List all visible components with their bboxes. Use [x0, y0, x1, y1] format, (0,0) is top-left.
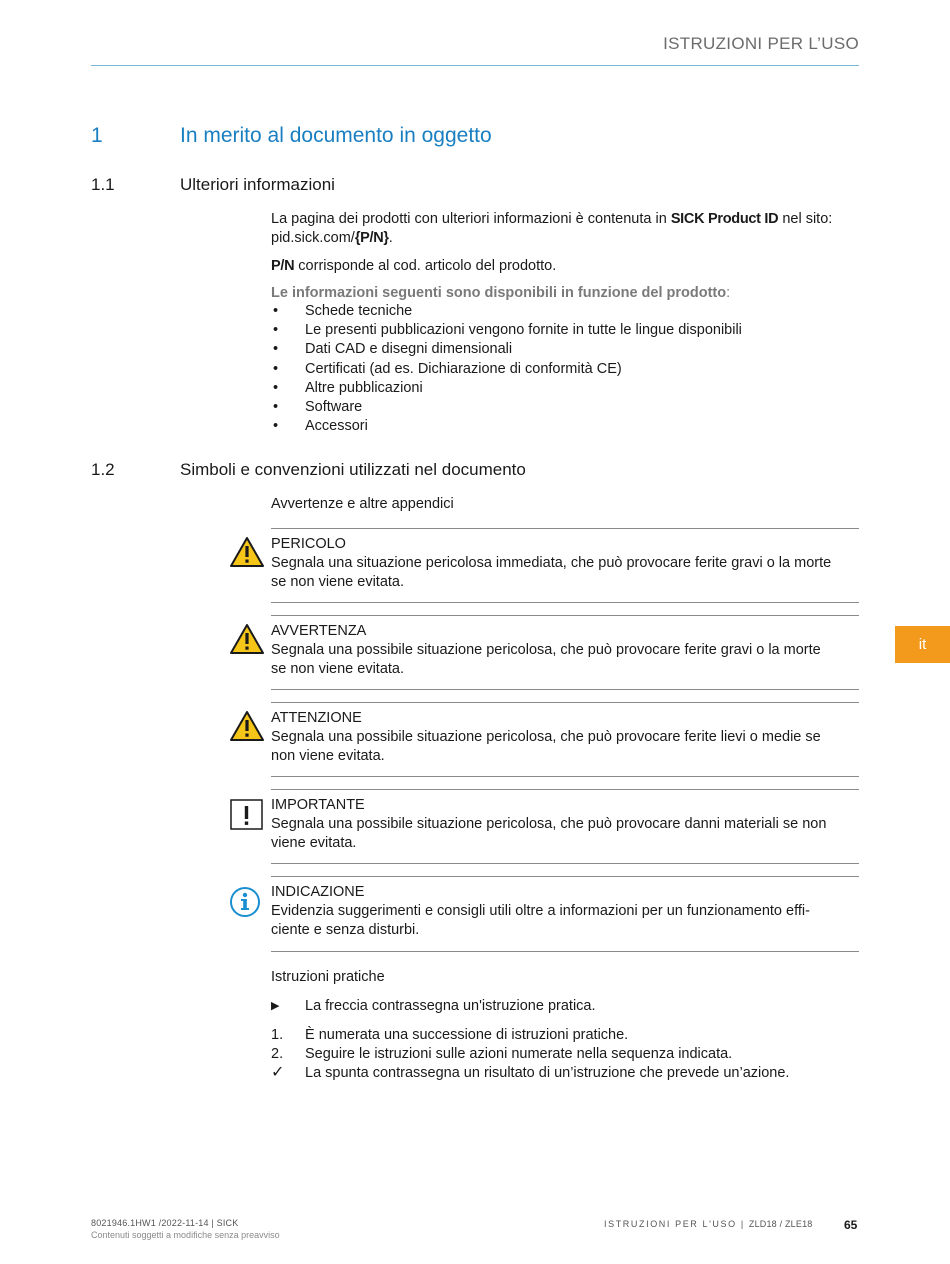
product-info-text-2: nel sito: [778, 211, 833, 227]
instruction-text: È numerata una successione di istruzioni pratiche. [305, 1027, 629, 1043]
warning-top-rule [271, 528, 859, 529]
warning-top-rule [271, 702, 859, 703]
list-item-text: Le presenti pubblicazioni vengono fornite in tutte le lingue disponibili [305, 322, 742, 339]
step-number: 2. [271, 1046, 284, 1062]
bullet-glyph: • [273, 379, 279, 396]
warning-bottom-rule [271, 951, 859, 952]
warning-note [271, 883, 861, 940]
checkmark-icon: ✓ [271, 1064, 285, 1081]
warning-bottom-rule [271, 689, 859, 690]
arrow-instruction [271, 997, 596, 1016]
bullet-glyph: • [273, 303, 279, 319]
footer-models: ZLD18 / ZLE18 [748, 1219, 813, 1229]
exclamation-box-icon [229, 798, 265, 830]
list-item-text: Schede tecniche [305, 303, 413, 319]
product-url-end: . [388, 230, 393, 246]
list-item-text: Software [305, 399, 363, 416]
product-url-text: pid.sick.com/ [271, 230, 355, 246]
bullet-glyph: • [273, 322, 279, 339]
instruction-row [271, 997, 596, 1016]
warning-text-line-1: Segnala una possibile situazione pericolosa, che può provocare ferite lievi o medie se [271, 729, 821, 745]
warning-caution [271, 622, 861, 679]
language-tab[interactable]: it [895, 626, 950, 663]
page-number: 65 [844, 1218, 858, 1232]
list-item-text: Dati CAD e disegni dimensionali [305, 341, 513, 358]
pn-paragraph [271, 257, 861, 276]
section-1-title: In merito al documento in oggetto [180, 124, 492, 147]
warning-title: PERICOLO [271, 536, 346, 552]
warning-text-line-1: Evidenzia suggerimenti e consigli utili oltre a informazioni per un funzionamento effi- [271, 903, 810, 919]
warnings-heading: Avvertenze e altre appendici [271, 496, 454, 512]
warning-bottom-rule [271, 863, 859, 864]
warning-text-line-1: Segnala una possibile situazione pericolosa, che può provocare danni materiali se non [271, 816, 827, 832]
warning-danger [271, 535, 861, 592]
instruction-text: La freccia contrassegna un'istruzione pratica. [305, 998, 596, 1014]
header-title: ISTRUZIONI PER L’USO [663, 34, 859, 53]
instruction-text: La spunta contrassegna un risultato di un’istruzione che prevede un’azione. [305, 1065, 790, 1081]
warning-text-line-2: se non viene evitata. [271, 661, 405, 677]
warning-text-line-2: non viene evitata. [271, 748, 385, 764]
list-item [271, 340, 742, 359]
bullet-glyph: • [273, 399, 279, 416]
list-intro [271, 284, 861, 303]
bullet-glyph: • [273, 360, 279, 377]
warning-triangle-icon [229, 536, 265, 568]
warning-title: IMPORTANTE [271, 797, 365, 813]
bullet-glyph: • [273, 341, 279, 358]
footer-document-type [604, 1219, 813, 1229]
warning-title: ATTENZIONE [271, 710, 362, 726]
list-item [271, 321, 742, 340]
warning-text-line-1: Segnala una possibile situazione pericolosa, che può provocare ferite gravi o la morte [271, 642, 821, 658]
warning-title: INDICAZIONE [271, 884, 365, 900]
warning-top-rule [271, 789, 859, 790]
bullet-glyph: • [273, 418, 279, 435]
warning-text-line-2: ciente e senza disturbi. [271, 922, 420, 938]
warning-top-rule [271, 615, 859, 616]
list-intro-text: Le informazioni seguenti sono disponibili in funzione del prodotto [271, 285, 727, 301]
header-divider [91, 65, 859, 66]
footer-document-id: 8021946.1HW1 /2022-11-14 | SICK [91, 1218, 239, 1228]
list-item [271, 379, 742, 398]
warning-text-line-2: se non viene evitata. [271, 574, 405, 590]
instructions-heading: Istruzioni pratiche [271, 969, 385, 985]
numbered-instructions [271, 1026, 789, 1083]
list-intro-colon: : [726, 285, 731, 301]
warning-text-line-2: viene evitata. [271, 835, 357, 851]
instruction-row [271, 1064, 789, 1083]
list-item [271, 302, 742, 321]
arrow-icon: ▶ [271, 1000, 280, 1012]
pn-placeholder: {P/N} [354, 230, 389, 246]
warning-title: AVVERTENZA [271, 623, 367, 639]
list-item-text: Accessori [305, 418, 368, 435]
step-number: 1. [271, 1027, 284, 1043]
instruction-row [271, 1045, 789, 1064]
instruction-row [271, 1026, 789, 1045]
section-1-2-number: 1.2 [91, 460, 115, 479]
instruction-text: Seguire le istruzioni sulle azioni numerate nella sequenza indicata. [305, 1046, 733, 1062]
list-item [271, 398, 742, 417]
section-1-1-number: 1.1 [91, 175, 115, 194]
footer-doc-label: ISTRUZIONI PER L'USO | [604, 1219, 749, 1229]
warning-triangle-icon [229, 623, 265, 655]
warning-important [271, 796, 861, 853]
warning-bottom-rule [271, 776, 859, 777]
info-circle-icon [229, 885, 265, 917]
product-id-term: SICK Product ID [670, 211, 779, 227]
section-1-number: 1 [91, 124, 103, 147]
list-item-text: Altre pubblicazioni [305, 379, 423, 396]
footer-disclaimer: Contenuti soggetti a modifiche senza preavviso [91, 1230, 280, 1240]
section-1-2-title: Simboli e convenzioni utilizzati nel documento [180, 460, 526, 479]
warning-bottom-rule [271, 602, 859, 603]
list-item [271, 417, 742, 436]
warning-triangle-icon [229, 710, 265, 742]
product-info-text-1: La pagina dei prodotti con ulteriori informazioni è contenuta in [271, 211, 671, 227]
warning-text-line-1: Segnala una situazione pericolosa immediata, che può provocare ferite gravi o la morte [271, 555, 832, 571]
warning-top-rule [271, 876, 859, 877]
pn-term: P/N [271, 258, 295, 274]
list-item-text: Certificati (ad es. Dichiarazione di conformità CE) [305, 360, 622, 377]
warning-attention [271, 709, 861, 766]
product-info-paragraph [271, 210, 861, 248]
list-item [271, 360, 742, 379]
pn-description: corrisponde al cod. articolo del prodotto. [294, 258, 557, 274]
section-1-1-title: Ulteriori informazioni [180, 175, 335, 194]
available-info-list [271, 302, 742, 436]
